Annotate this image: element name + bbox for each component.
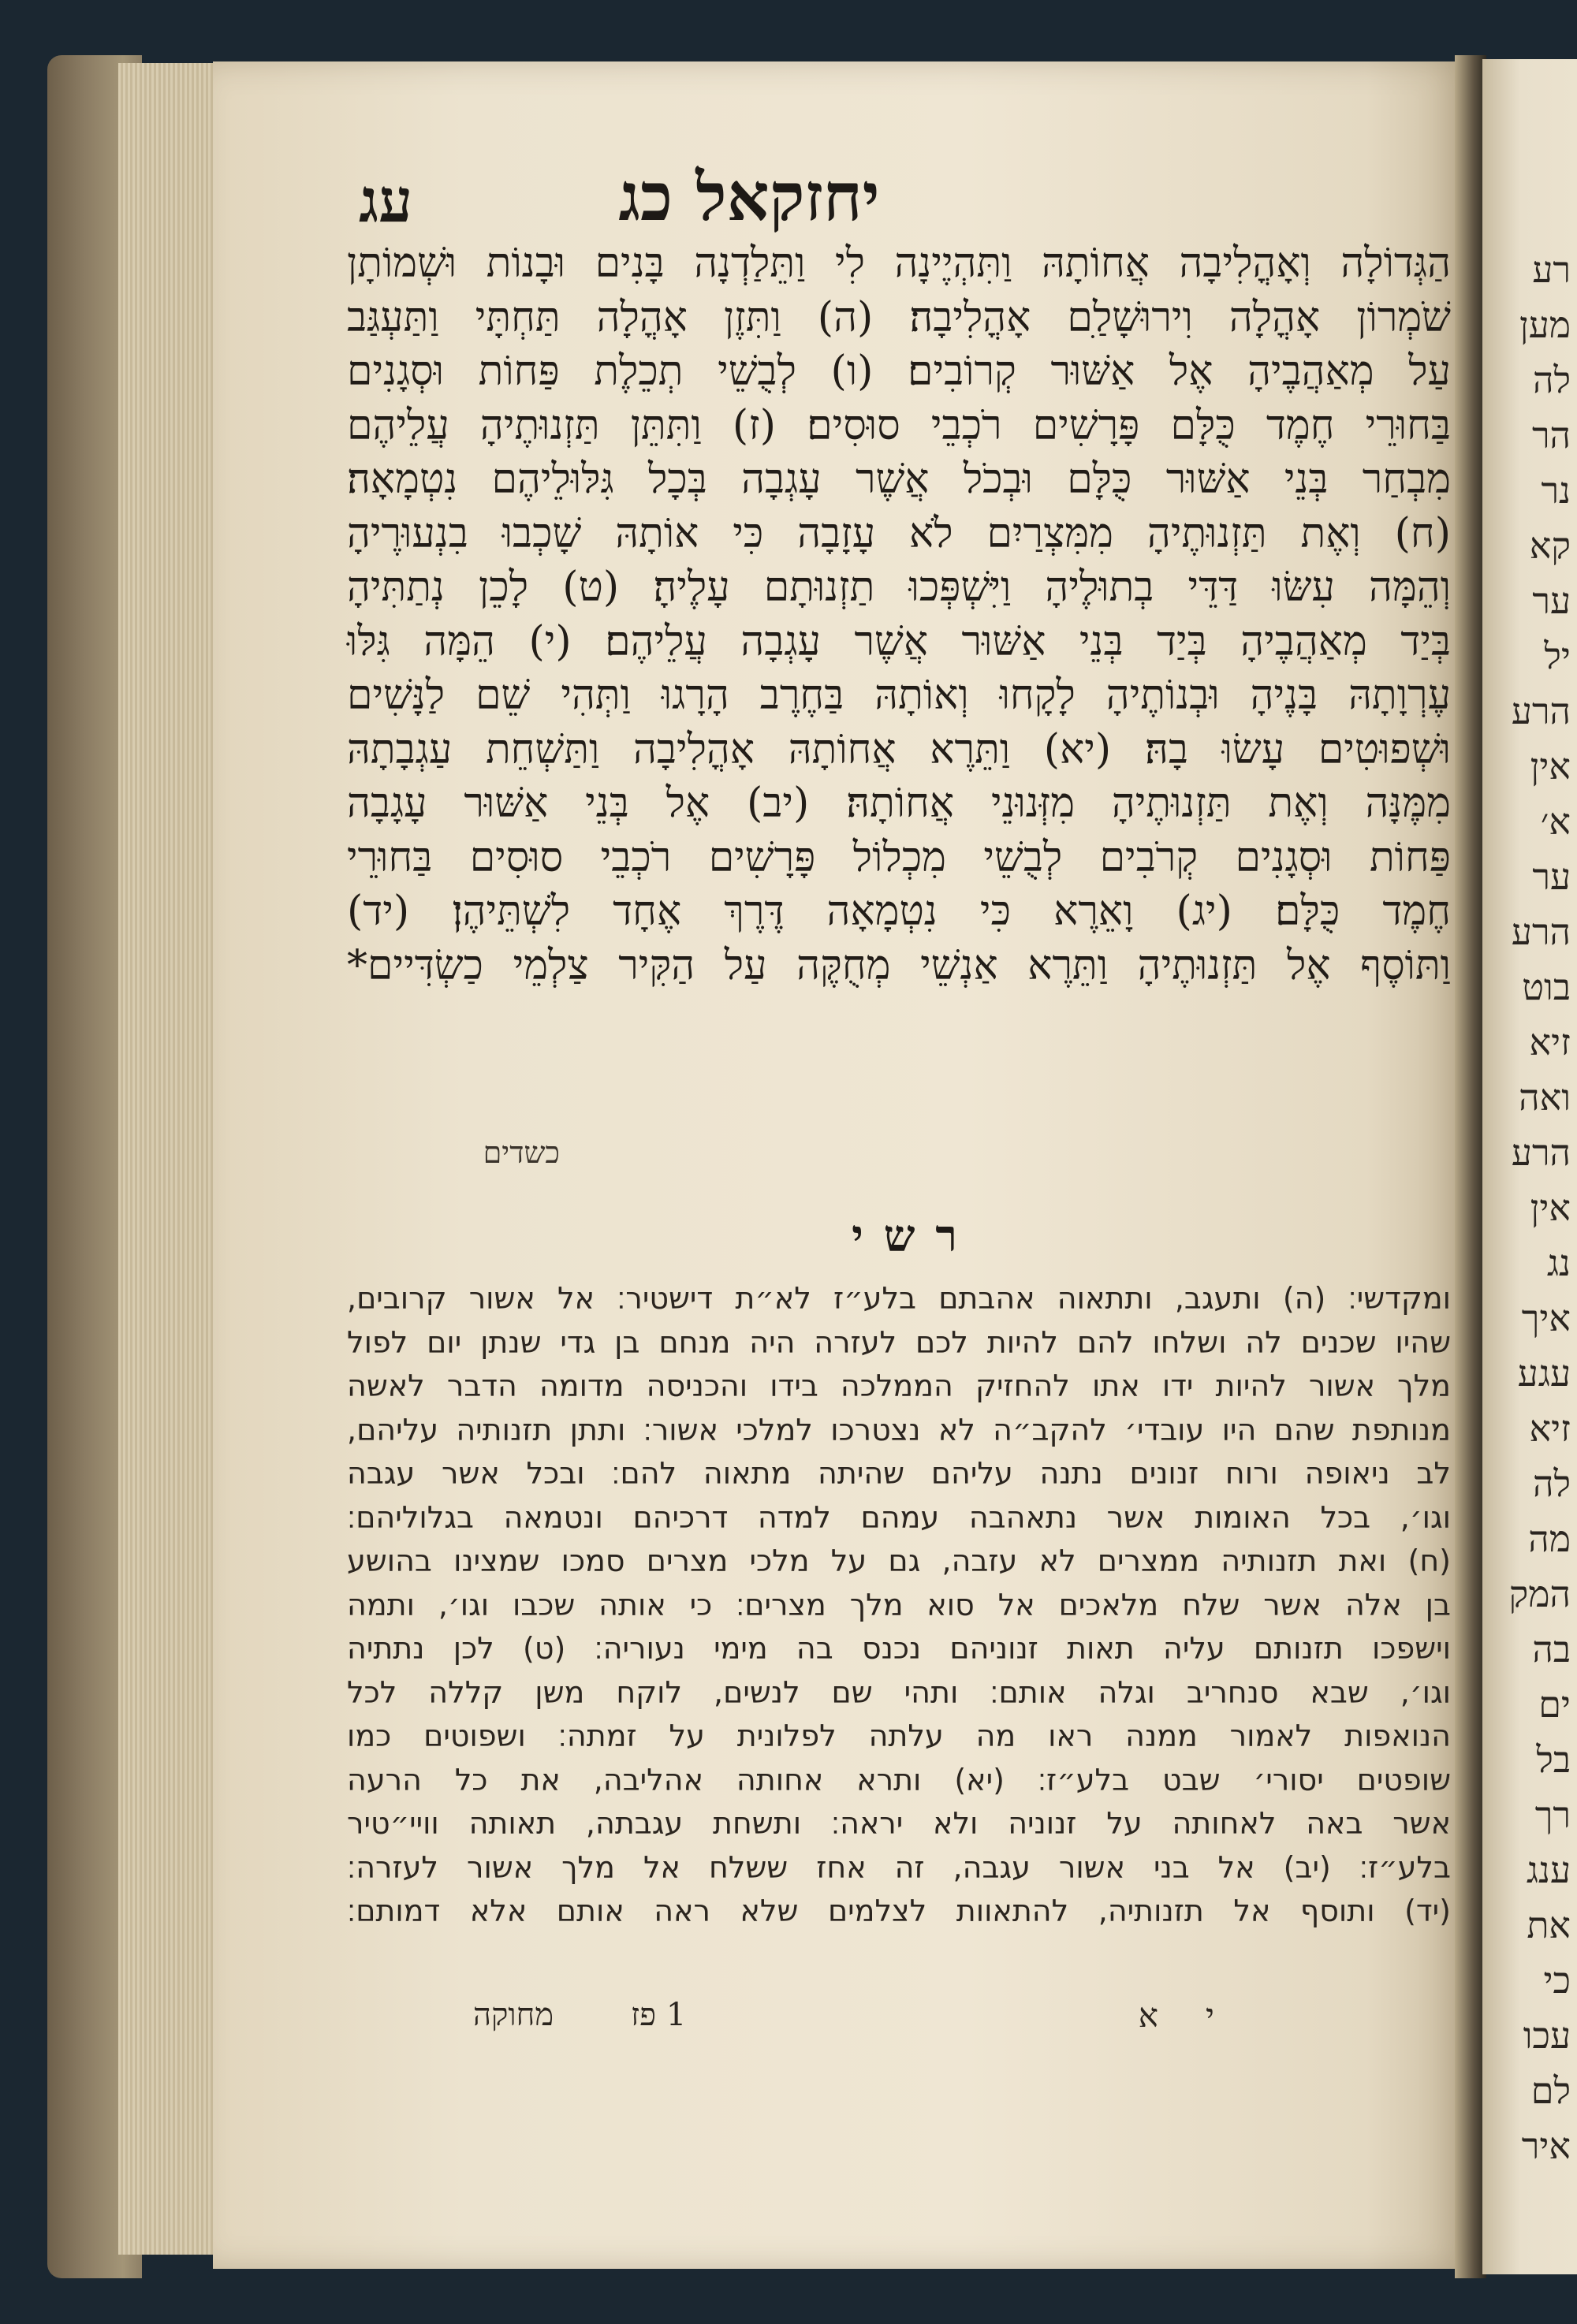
facing-page-text-fragment: ואה xyxy=(1519,1076,1571,1119)
bible-text-block xyxy=(347,236,1451,993)
bible-text-line: מִמֶּנָּה וְאֶת תַּזְנוּתֶיהָ מִזְּנוּנֵי אֲחוֹתָהּ׃ (יב) אֶל בְּנֵי אַשּׁוּר עָגָבָה xyxy=(347,780,1451,827)
facing-page-text-fragment: נר xyxy=(1541,469,1571,512)
signature-number: 1 פז xyxy=(631,1997,687,2033)
facing-page-text-fragment: קא xyxy=(1529,524,1571,567)
rashi-commentary-block xyxy=(347,1277,1451,1934)
facing-page-text-fragment: הר xyxy=(1531,414,1571,456)
bible-text-line: וַתּוֹסֶף אֶל תַּזְנוּתֶיהָ וַתֵּרֶא אַנְשֵׁי מְחֻקֶּה עַל הַקִּיר צַלְמֵי כַשְׂדִּיים* xyxy=(347,941,1451,989)
bible-text-line: וְהֵמָּה עִשּׂוּ דַּדֵּי בְתוּלֶיהָ וַיִּשְׁפְּכוּ תַזְנוּתָם עָלֶיהָ׃ (ט) לָכֵן נְתַתִּיהָ xyxy=(347,564,1451,611)
bible-text-line: בְּיַד מְאַהֲבֶיהָ בְּיַד בְּנֵי אַשּׁוּר אֲשֶׁר עָגְבָה עֲלֵיהֶם׃ (י) הֵמָּה גִּלּוּ xyxy=(347,617,1451,665)
facing-page-text-fragment: את xyxy=(1527,1904,1571,1946)
rashi-text-line: (יד) ותוסף אל תזנותיה, להתאוות לצלמים שלא ראה אותם אלא דמותם׃ xyxy=(347,1894,1451,1928)
rashi-text-line: בן אלה אשר שלח מלאכים אל סוא מלך מצרים׃ כי אותה שכבו וגו׳, ותמה xyxy=(347,1587,1451,1622)
rashi-text-line: וישפכו תזנותם עליה תאות זנוניהם נכנס בה מימי נעוריה׃ (ט) לכן נתתיה xyxy=(347,1631,1451,1666)
facing-page-text-fragment: נג xyxy=(1546,1242,1571,1284)
facing-page-text-fragment: ענג xyxy=(1526,1849,1571,1891)
margin-note: כשדים xyxy=(483,1135,560,1170)
bible-text-line: וּשְׁפוּטִים עָשׂוּ בָהּ׃ (יא) וַתֵּרֶא אֲחוֹתָהּ אָהֳלִיבָה וַתַּשְׁחֵת עַגְבָתָהּ xyxy=(347,725,1451,773)
facing-page-text-fragment: איר xyxy=(1521,2125,1571,2167)
facing-page-text-fragment: עגע xyxy=(1517,1352,1571,1395)
signature-mark: יא xyxy=(1138,1996,1262,2035)
facing-page-text-fragment: בל xyxy=(1536,1738,1571,1781)
page-footer xyxy=(473,1996,1451,2043)
facing-page-text-fragment: הרע xyxy=(1511,911,1571,953)
facing-page-text-fragment: ער xyxy=(1532,855,1571,898)
page-block-edge xyxy=(118,63,221,2255)
facing-page-text-fragment: לה xyxy=(1533,1462,1571,1505)
bible-text-line: עַל מְאַהֲבֶיהָ אֶל אַשּׁוּר קְרוֹבִים׃ (ו) לְבֻשֵׁי תְכֵלֶת פַּחוֹת וּסְגָנִים xyxy=(347,348,1451,395)
facing-page-text-fragment: מה xyxy=(1528,1518,1571,1560)
rashi-text-line: ומקדשי׃ (ה) ותעגב, ותתאוה אהבתם בלע״ז לא״ת דישטיר׃ אל אשור קרובים, xyxy=(347,1281,1451,1316)
facing-page-text-fragment: רע xyxy=(1532,248,1571,291)
bible-text-line: שֹׁמְרוֹן אָהֳלָה וִירוּשָׁלַ‍ִם אָהֳלִיבָה׃ (ה) וַתִּזֶן אָהֳלָה תַּחְתָּי וַתַּעְגַּב xyxy=(347,293,1451,341)
rashi-title: רשי xyxy=(852,1210,978,1262)
facing-page-text-fragment: זיא xyxy=(1529,1021,1571,1063)
facing-page-text-fragment: עכו xyxy=(1523,2014,1571,2057)
facing-page-text-fragment: הרע xyxy=(1511,690,1571,732)
facing-page-text-fragment: הרע xyxy=(1511,1131,1571,1174)
rashi-text-line: לב ניאופה ורוח זנונים נתנה עליהם שהיתה מתאוה להם׃ ובכל אשר עגבה xyxy=(347,1456,1451,1491)
facing-page-text-fragment: ים xyxy=(1538,1683,1571,1726)
facing-page-text-fragment: בוט xyxy=(1522,966,1571,1008)
bible-text-line: הַגְּדוֹלָה וְאָהֳלִיבָה אֲחוֹתָהּ וַתִּהְיֶינָה לִי וַתֵּלַדְנָה בָּנִים וּבָנוֹת וּשְׁמוֹתָן xyxy=(347,240,1451,287)
facing-page-text-fragment: מען xyxy=(1519,304,1571,346)
facing-page-text-fragment: איך xyxy=(1521,1297,1571,1339)
rashi-text-line: וגו׳, שבא סנחריב וגלה אותם׃ ותהי שם לנשים, לוקח משן קללה לכל xyxy=(347,1674,1451,1710)
bible-text-line: פַּחוֹת וּסְגָנִים קְרֹבִים לְבֻשֵׁי מִכְלוֹל פָּרָשִׁים רֹכְבֵי סוּסִים בַּחוּרֵי xyxy=(347,833,1451,881)
bible-text-line: מִבְחַר בְּנֵי אַשּׁוּר כֻּלָּם וּבְכֹל אֲשֶׁר עָגְבָה בְּכָל גִּלּוּלֵיהֶם נִטְמָאָה׃ xyxy=(347,456,1451,503)
folio-number: עג xyxy=(359,166,413,236)
bible-text-line: (ח) וְאֶת תַּזְנוּתֶיהָ מִמִּצְרַיִם לֹא עָזָבָה כִּי אוֹתָהּ שָׁכְבוּ בִנְעוּרֶיהָ xyxy=(347,509,1451,557)
rashi-text-line: הנואפות לאמור ממנה ראו מה עלתה לפלונית על זמתה׃ ושפוטים כמו xyxy=(347,1719,1451,1753)
rashi-text-line: שופטים יסורי׳ שבט בלע״ז׃ (יא) ותרא אחותה אהליבה, את כל הרעה xyxy=(347,1762,1451,1797)
facing-page-text-fragment: אין xyxy=(1530,745,1571,788)
rashi-text-line: מלך אשור להיות ידו אתו להחזיק הממלכה בידו והכניסה מדומה הדבר לאשה xyxy=(347,1369,1451,1403)
facing-page-text-fragment: א׳ xyxy=(1540,800,1571,843)
facing-page-text-fragment: ער xyxy=(1532,579,1571,622)
facing-page-text-fragment: אין xyxy=(1530,1186,1571,1229)
catchword: מחוקה xyxy=(473,1997,554,2033)
facing-page-text-fragment: המק xyxy=(1508,1573,1571,1615)
running-head: יחזקאל כג xyxy=(618,158,880,236)
rashi-text-line: בלע״ז׃ (יב) אל בני אשור עגבה, זה אחז ששלח אל מלך אשור לעזרה׃ xyxy=(347,1849,1451,1885)
rashi-text-line: מנותפת שהם היו עובדי׳ להקב״ה לא נצטרכו למלכי אשור׃ ותתן תזנותיה עליהם, xyxy=(347,1412,1451,1447)
bible-text-line: עֶרְוָתָהּ בָּנֶיהָ וּבְנוֹתֶיהָ לָקָחוּ וְאוֹתָהּ בַּחֶרֶב הָרָגוּ וַתְּהִי שֵׁם לַנָּשִׁים xyxy=(347,672,1451,719)
facing-page-fragment xyxy=(1482,59,1577,2274)
rashi-text-line: וגו׳, בכל האומות אשר נתאהבה עמהם למדה דרכיהם ונטמאה בגלוליהם׃ xyxy=(347,1499,1451,1535)
rashi-text-line: שהיו שכנים לה ושלחו להם להיות לכם לעזרה היה מנחם בן גדי שנתן יום לפול xyxy=(347,1324,1451,1360)
facing-page-text-fragment: לה xyxy=(1533,359,1571,401)
rashi-text-line: (ח) ואת תזנותיה ממצרים לא עזבה, גם על מלכי מצרים סמכו שמצינו בהושע xyxy=(347,1544,1451,1578)
facing-page-text-fragment: לם xyxy=(1530,2069,1571,2112)
facing-page-text-fragment: יל xyxy=(1544,635,1571,677)
bible-text-line: חֶמֶד כֻּלָּם׃ (יג) וָאֵרֶא כִּי נִטְמָאָה דֶּרֶךְ אֶחָד לִשְׁתֵּיהֶן׃ (יד) xyxy=(347,888,1451,935)
facing-page-text-fragment: זיא xyxy=(1529,1407,1571,1450)
facing-page-text-fragment: בה xyxy=(1532,1628,1571,1670)
facing-page-text-fragment: כי xyxy=(1543,1959,1571,2002)
bible-text-line: בַּחוּרֵי חֶמֶד כֻּלָּם פָּרָשִׁים רֹכְבֵי סוּסִים׃ (ז) וַתִּתֵּן תַּזְנוּתֶיהָ עֲלֵיהֶם xyxy=(347,401,1451,449)
rashi-text-line: אשר באה לאחותה על זנוניה ולא יראה׃ ותשחת עגבתה, תאותה וויי״טיר xyxy=(347,1806,1451,1841)
facing-page-text-fragment: רך xyxy=(1534,1793,1571,1836)
book-gutter xyxy=(1455,55,1486,2278)
